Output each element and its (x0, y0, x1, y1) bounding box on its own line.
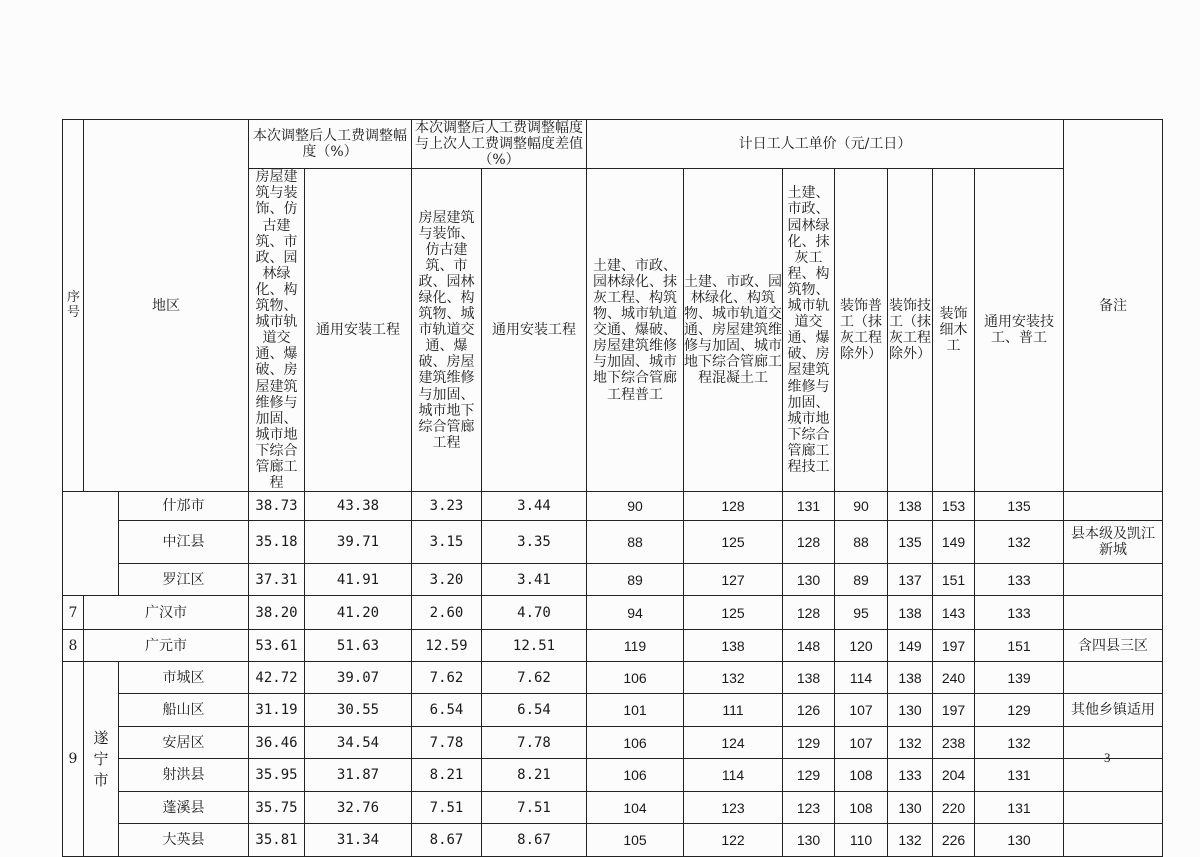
house-building-subheader: 房屋建筑与装饰、仿古建筑、市政、园林绿化、构筑物、城市轨道交通、爆破、房屋建筑维修与加固、城市地下综合管廊工程 (249, 169, 305, 492)
remark-header: 备注 (1064, 120, 1163, 492)
value-cell: 131 (975, 759, 1064, 792)
value-cell: 114 (835, 662, 888, 694)
value-cell: 119 (587, 630, 684, 662)
region-cell: 罗江区 (119, 564, 249, 596)
value-cell: 138 (888, 662, 933, 694)
house-building-diff-subheader: 房屋建筑与装饰、仿古建筑、市政、园林绿化、构筑物、城市轨道交通、爆破、房屋建筑维修与加固、城市地下综合管廊工程 (412, 169, 482, 492)
value-cell: 123 (783, 792, 835, 824)
remark-cell (1064, 492, 1163, 521)
value-cell: 138 (888, 596, 933, 630)
value-cell: 138 (684, 630, 783, 662)
value-cell: 125 (684, 521, 783, 564)
value-cell: 130 (783, 564, 835, 596)
seq-cell-continued (63, 492, 119, 596)
value-cell: 41.91 (305, 564, 412, 596)
value-cell: 148 (783, 630, 835, 662)
value-cell: 104 (587, 792, 684, 824)
value-cell: 106 (587, 727, 684, 759)
value-cell: 130 (975, 824, 1064, 857)
value-cell: 151 (933, 564, 975, 596)
seq-header: 序号 (63, 120, 84, 492)
general-worker-subheader: 土建、市政、园林绿化、抹灰工程、构筑物、城市轨道交通、爆破、房屋建筑维修与加固、城市地下综合管廊工程普工 (587, 169, 684, 492)
table-row (63, 792, 1163, 824)
value-cell: 133 (975, 596, 1064, 630)
value-cell: 122 (684, 824, 783, 857)
value-cell: 42.72 (249, 662, 305, 694)
value-cell: 107 (835, 727, 888, 759)
value-cell: 43.38 (305, 492, 412, 521)
value-cell: 39.71 (305, 521, 412, 564)
value-cell: 101 (587, 694, 684, 727)
region-cell: 中江县 (119, 521, 249, 564)
value-cell: 38.20 (249, 596, 305, 630)
remark-cell (1064, 727, 1163, 759)
value-cell: 138 (888, 492, 933, 521)
region-cell: 蓬溪县 (119, 792, 249, 824)
value-cell: 120 (835, 630, 888, 662)
value-cell: 32.76 (305, 792, 412, 824)
value-cell: 51.63 (305, 630, 412, 662)
value-cell: 7.51 (412, 792, 482, 824)
value-cell: 90 (587, 492, 684, 521)
value-cell: 137 (888, 564, 933, 596)
deco-skilled-subheader: 装饰技工（抹灰工程除外） (888, 169, 933, 492)
value-cell: 95 (835, 596, 888, 630)
table-row (63, 564, 1163, 596)
remark-cell (1064, 792, 1163, 824)
city-cell: 遂宁市 (84, 662, 119, 857)
remark-cell (1064, 564, 1163, 596)
region-cell: 广汉市 (84, 596, 249, 630)
value-cell: 7.78 (412, 727, 482, 759)
value-cell: 12.51 (482, 630, 587, 662)
value-cell: 6.54 (412, 694, 482, 727)
value-cell: 3.41 (482, 564, 587, 596)
value-cell: 31.87 (305, 759, 412, 792)
table-row (63, 492, 1163, 521)
seq-cell: 7 (63, 596, 84, 630)
value-cell: 226 (933, 824, 975, 857)
skilled-worker-subheader: 土建、市政、园林绿化、抹灰工程、构筑物、城市轨道交通、爆破、房屋建筑维修与加固、城市地下综合管廊工程技工 (783, 169, 835, 492)
region-cell: 市城区 (119, 662, 249, 694)
value-cell: 53.61 (249, 630, 305, 662)
value-cell: 132 (888, 824, 933, 857)
value-cell: 128 (783, 596, 835, 630)
table-row (63, 694, 1163, 727)
value-cell: 128 (684, 492, 783, 521)
value-cell: 7.78 (482, 727, 587, 759)
value-cell: 35.75 (249, 792, 305, 824)
value-cell: 124 (684, 727, 783, 759)
value-cell: 3.44 (482, 492, 587, 521)
value-cell: 143 (933, 596, 975, 630)
concrete-worker-subheader: 土建、市政、园林绿化、构筑物、城市轨道交通、房屋建筑维修与加固、城市地下综合管廊工程混凝土工 (684, 169, 783, 492)
value-cell: 41.20 (305, 596, 412, 630)
value-cell: 138 (783, 662, 835, 694)
value-cell: 38.73 (249, 492, 305, 521)
value-cell: 151 (975, 630, 1064, 662)
value-cell: 197 (933, 630, 975, 662)
table-row (63, 662, 1163, 694)
value-cell: 123 (684, 792, 783, 824)
value-cell: 105 (587, 824, 684, 857)
install-diff-subheader: 通用安装工程 (482, 169, 587, 492)
value-cell: 129 (783, 759, 835, 792)
value-cell: 149 (933, 521, 975, 564)
value-cell: 114 (684, 759, 783, 792)
deco-general-subheader: 装饰普工（抹灰工程除外） (835, 169, 888, 492)
value-cell: 108 (835, 759, 888, 792)
table-row (63, 521, 1163, 564)
table-row (63, 824, 1163, 857)
value-cell: 108 (835, 792, 888, 824)
value-cell: 2.60 (412, 596, 482, 630)
page-number: 3 (1104, 750, 1111, 765)
value-cell: 31.19 (249, 694, 305, 727)
value-cell: 130 (783, 824, 835, 857)
value-cell: 130 (888, 694, 933, 727)
adjustment-rate-header: 本次调整后人工费调整幅度（%） (249, 120, 412, 169)
value-cell: 6.54 (482, 694, 587, 727)
remark-cell: 县本级及凯江新城 (1064, 521, 1163, 564)
region-cell: 什邡市 (119, 492, 249, 521)
region-cell: 大英县 (119, 824, 249, 857)
value-cell: 3.35 (482, 521, 587, 564)
value-cell: 8.21 (482, 759, 587, 792)
table-row (63, 759, 1163, 792)
region-cell: 射洪县 (119, 759, 249, 792)
region-cell: 广元市 (84, 630, 249, 662)
value-cell: 4.70 (482, 596, 587, 630)
value-cell: 89 (835, 564, 888, 596)
value-cell: 133 (888, 759, 933, 792)
remark-cell (1064, 759, 1163, 792)
table-row (63, 727, 1163, 759)
value-cell: 31.34 (305, 824, 412, 857)
value-cell: 132 (888, 727, 933, 759)
value-cell: 111 (684, 694, 783, 727)
value-cell: 88 (835, 521, 888, 564)
deco-wood-subheader: 装饰细木工 (933, 169, 975, 492)
region-cell: 安居区 (119, 727, 249, 759)
value-cell: 90 (835, 492, 888, 521)
value-cell: 39.07 (305, 662, 412, 694)
value-cell: 36.46 (249, 727, 305, 759)
value-cell: 127 (684, 564, 783, 596)
value-cell: 35.81 (249, 824, 305, 857)
value-cell: 135 (975, 492, 1064, 521)
header-row-1 (63, 120, 1163, 169)
value-cell: 3.23 (412, 492, 482, 521)
value-cell: 132 (975, 521, 1064, 564)
value-cell: 35.95 (249, 759, 305, 792)
install-worker-subheader: 通用安装技工、普工 (975, 169, 1064, 492)
value-cell: 135 (888, 521, 933, 564)
region-header: 地区 (84, 120, 249, 492)
value-cell: 106 (587, 662, 684, 694)
value-cell: 125 (684, 596, 783, 630)
value-cell: 107 (835, 694, 888, 727)
table-row (63, 596, 1163, 630)
value-cell: 12.59 (412, 630, 482, 662)
value-cell: 88 (587, 521, 684, 564)
value-cell: 126 (783, 694, 835, 727)
value-cell: 149 (888, 630, 933, 662)
remark-cell (1064, 596, 1163, 630)
value-cell: 3.15 (412, 521, 482, 564)
remark-cell: 其他乡镇适用 (1064, 694, 1163, 727)
adjustment-diff-header: 本次调整后人工费调整幅度与上次人工费调整幅度差值（%） (412, 120, 587, 169)
region-cell: 船山区 (119, 694, 249, 727)
value-cell: 7.51 (482, 792, 587, 824)
remark-cell: 含四县三区 (1064, 630, 1163, 662)
table-row (63, 630, 1163, 662)
value-cell: 30.55 (305, 694, 412, 727)
value-cell: 8.67 (482, 824, 587, 857)
value-cell: 110 (835, 824, 888, 857)
remark-cell (1064, 824, 1163, 857)
value-cell: 197 (933, 694, 975, 727)
value-cell: 139 (975, 662, 1064, 694)
remark-cell (1064, 662, 1163, 694)
value-cell: 128 (783, 521, 835, 564)
value-cell: 129 (783, 727, 835, 759)
value-cell: 8.67 (412, 824, 482, 857)
daywork-price-header: 计日工人工单价（元/工日） (587, 120, 1064, 169)
seq-cell: 8 (63, 630, 84, 662)
value-cell: 130 (888, 792, 933, 824)
install-subheader: 通用安装工程 (305, 169, 412, 492)
value-cell: 204 (933, 759, 975, 792)
value-cell: 7.62 (482, 662, 587, 694)
seq-cell: 9 (63, 662, 84, 857)
value-cell: 7.62 (412, 662, 482, 694)
value-cell: 238 (933, 727, 975, 759)
value-cell: 89 (587, 564, 684, 596)
value-cell: 37.31 (249, 564, 305, 596)
value-cell: 132 (975, 727, 1064, 759)
labor-price-table (62, 119, 1163, 857)
value-cell: 8.21 (412, 759, 482, 792)
value-cell: 131 (783, 492, 835, 521)
value-cell: 133 (975, 564, 1064, 596)
value-cell: 34.54 (305, 727, 412, 759)
value-cell: 132 (684, 662, 783, 694)
value-cell: 220 (933, 792, 975, 824)
value-cell: 94 (587, 596, 684, 630)
value-cell: 129 (975, 694, 1064, 727)
value-cell: 131 (975, 792, 1064, 824)
value-cell: 153 (933, 492, 975, 521)
value-cell: 3.20 (412, 564, 482, 596)
value-cell: 106 (587, 759, 684, 792)
value-cell: 35.18 (249, 521, 305, 564)
value-cell: 240 (933, 662, 975, 694)
